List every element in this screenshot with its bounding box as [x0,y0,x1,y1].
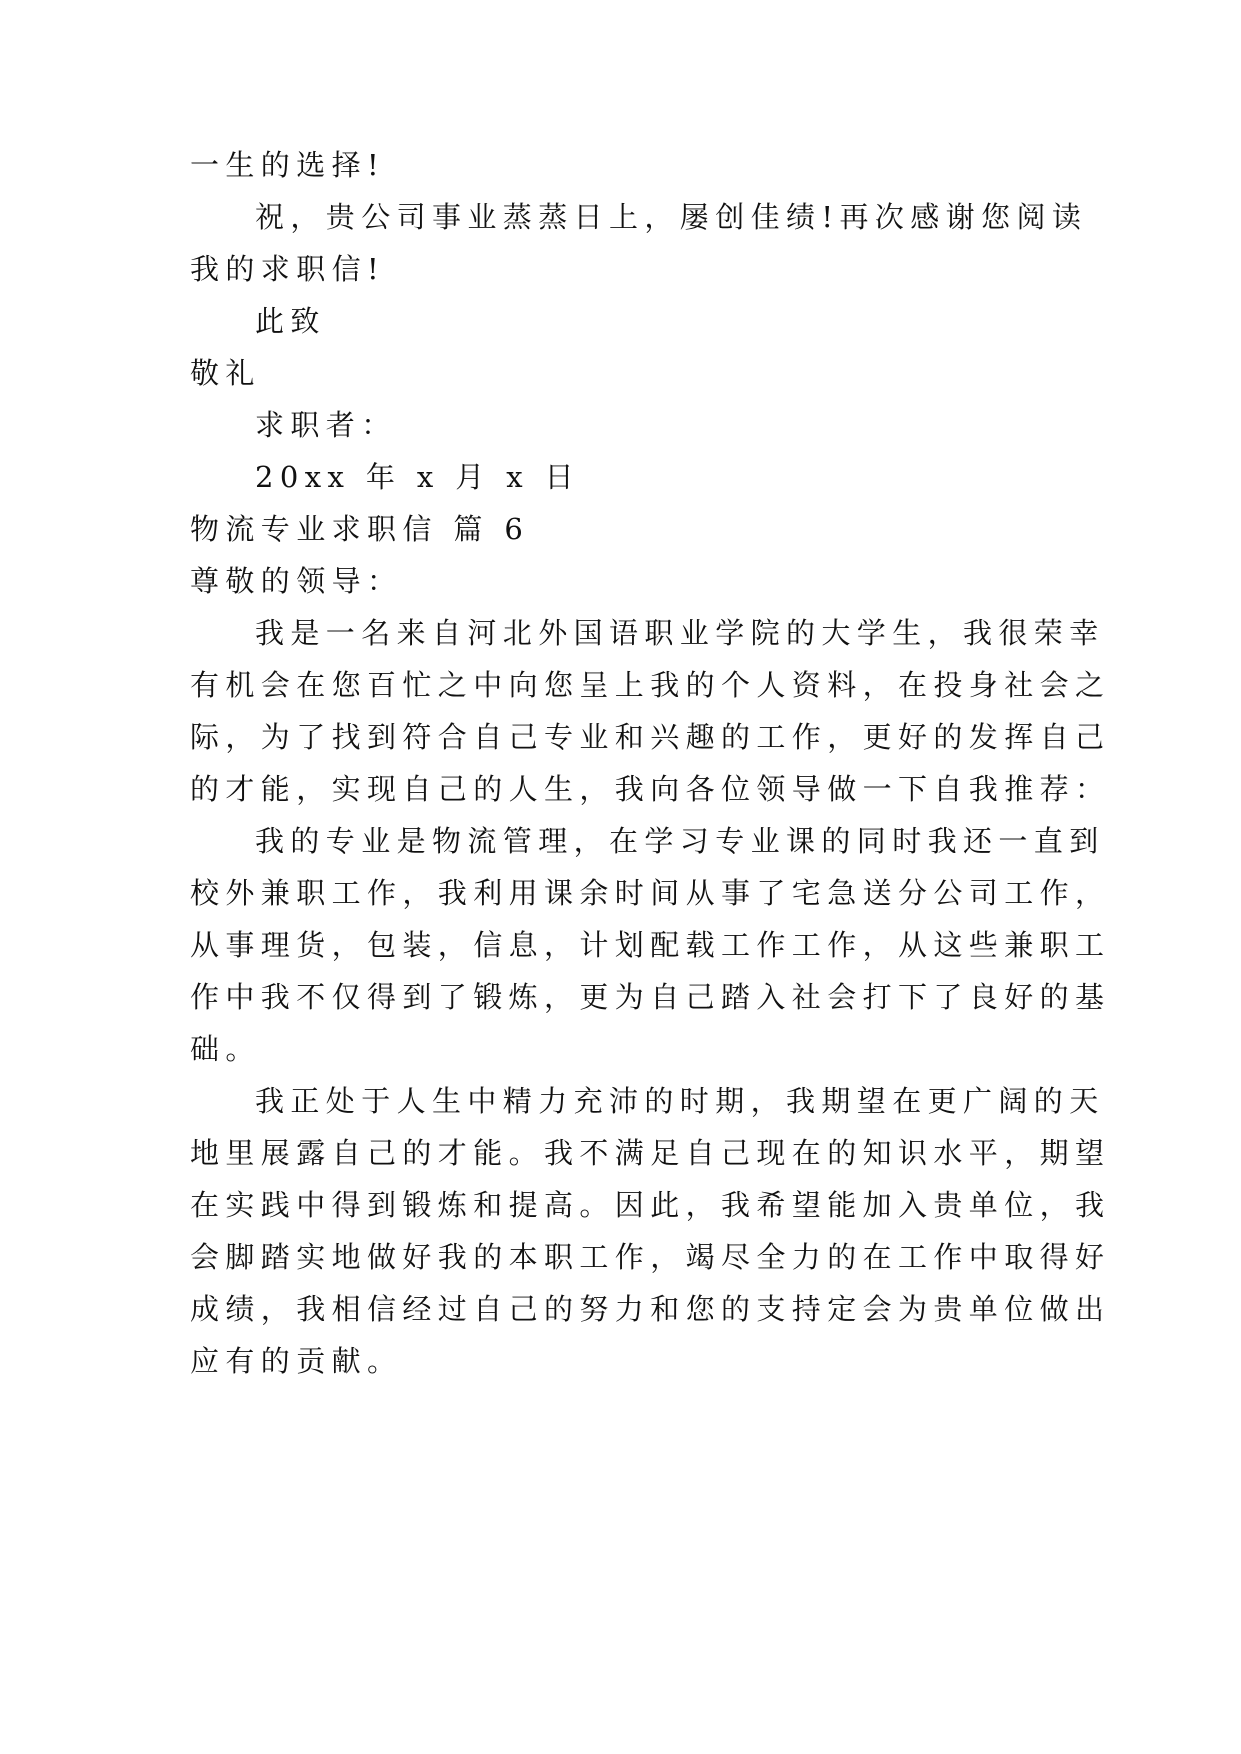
document-page [190,139,1111,1387]
text-line: 我的求职信! [190,252,386,286]
text-line: 在实践中得到锻炼和提高。因此，我希望能加入贵单位，我 [190,1188,1111,1222]
text-line: 我是一名来自河北外国语职业学院的大学生，我很荣幸 [255,616,1105,650]
text-line: 础。 [190,1032,261,1066]
text-line: 校外兼职工作，我利用课余时间从事了宅急送分公司工作， [190,876,1111,910]
text-line: 我正处于人生中精力充沛的时期，我期望在更广阔的天 [255,1084,1105,1118]
text-line: 一生的选择! [190,148,386,182]
text-line: 的才能，实现自己的人生，我向各位领导做一下自我推荐： [190,772,1111,806]
text-line: 作中我不仅得到了锻炼，更为自己踏入社会打下了良好的基 [190,980,1111,1014]
text-line: 成绩，我相信经过自己的努力和您的支持定会为贵单位做出 [190,1292,1111,1326]
text-line: 20xx 年 x 月 x 日 [255,460,581,494]
text-line: 此致 [255,304,326,338]
text-line: 地里展露自己的才能。我不满足自己现在的知识水平，期望 [190,1136,1111,1170]
text-line: 敬礼 [190,356,261,390]
text-line: 有机会在您百忙之中向您呈上我的个人资料，在投身社会之 [190,668,1111,702]
text-line: 际，为了找到符合自己专业和兴趣的工作，更好的发挥自己 [190,720,1111,754]
text-line: 祝，贵公司事业蒸蒸日上，屡创佳绩!再次感谢您阅读 [255,200,1088,234]
text-line: 物流专业求职信 篇 6 [190,512,530,546]
text-line: 求职者： [255,408,397,442]
text-line: 尊敬的领导： [190,564,403,598]
text-line: 我的专业是物流管理，在学习专业课的同时我还一直到 [255,824,1105,858]
text-line: 会脚踏实地做好我的本职工作，竭尽全力的在工作中取得好 [190,1240,1111,1274]
text-line: 应有的贡献。 [190,1344,403,1378]
text-line: 从事理货，包装，信息，计划配载工作工作，从这些兼职工 [190,928,1111,962]
